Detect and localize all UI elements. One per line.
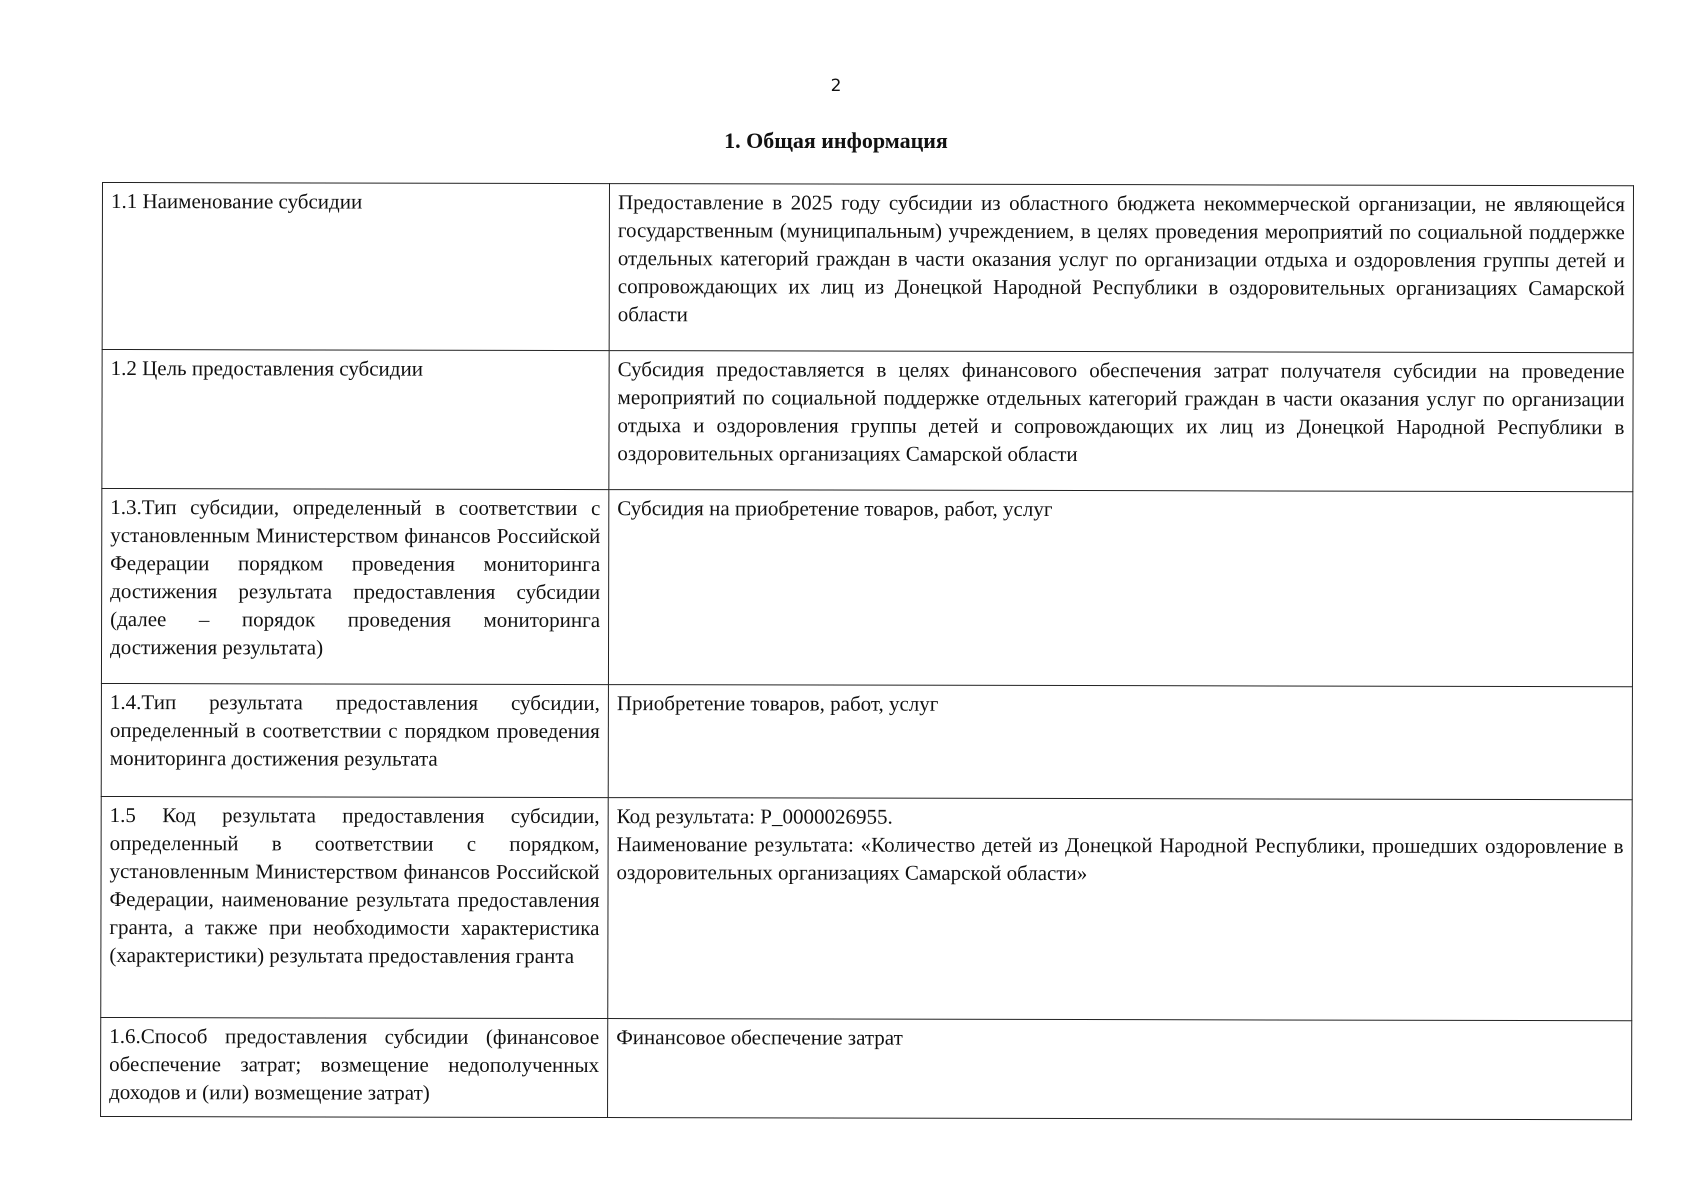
row-value: Предоставление в 2025 году субсидии из областного бюджета некоммерческой организации, не являющейся государственным (муниципальным) учреждением, в целях проведения мероприятий по социальной поддержке отдельных категорий граждан в части оказания услуг по организации отдыха и оздоровления группы детей и сопровождающих их лиц из Донецкой Народной Республики в оздоровительных организациях Самарской области <box>609 184 1633 353</box>
table-row-subsidy-purpose <box>102 350 1633 492</box>
row-value: Субсидия на приобретение товаров, работ, услуг <box>608 490 1632 687</box>
table-row-subsidy-name <box>102 183 1633 353</box>
row-value: Субсидия предоставляется в целях финансового обеспечения затрат получателя субсидии на проведение мероприятий по социальной поддержке отдельных категорий граждан в части оказания услуг по организации отдыха и оздоровления группы детей и сопровождающих их лиц из Донецкой Народной Республики в оздоровительных организациях Самарской области <box>609 351 1633 492</box>
row-label: 1.4.Тип результата предоставления субсидии, определенный в соответствии с порядком проведения мониторинга достижения результата <box>101 683 608 797</box>
row-value: Приобретение товаров, работ, услуг <box>608 685 1632 800</box>
row-value <box>608 798 1632 1021</box>
result-name: Наименование результата: «Количество детей из Донецкой Народной Республики, прошедших оздоровление в оздоровительных организациях Самарской области» <box>616 832 1624 886</box>
row-value: Финансовое обеспечение затрат <box>608 1019 1632 1120</box>
general-info-table <box>100 182 1634 1120</box>
result-code: Код результата: P_0000026955. <box>616 804 893 829</box>
table-row-provision-method <box>101 1017 1632 1119</box>
page-number: 2 <box>830 76 842 96</box>
row-label: 1.5 Код результата предоставления субсидии, определенный в соответствии с порядком, установленным Министерством финансов Российской Федерации, наименование результата предоставления гранта, а также при необходимости характеристика (характеристики) результата предоставления гранта <box>101 796 608 1018</box>
row-label: 1.2 Цель предоставления субсидии <box>102 350 609 490</box>
table-row-subsidy-type <box>101 489 1632 687</box>
table-row-result-code <box>101 796 1632 1020</box>
row-label: 1.3.Тип субсидии, определенный в соответствии с установленным Министерством финансов Российской Федерации порядком проведения мониторинга достижения результата предоставления субсидии (далее – порядок проведения мониторинга достижения результата) <box>101 489 608 685</box>
table-row-result-type <box>101 683 1632 799</box>
row-label: 1.6.Способ предоставления субсидии (финансовое обеспечение затрат; возмещение недополученных доходов и (или) возмещение затрат) <box>101 1017 608 1117</box>
section-title: 1. Общая информация <box>724 128 948 153</box>
row-label: 1.1 Наименование субсидии <box>102 183 609 351</box>
